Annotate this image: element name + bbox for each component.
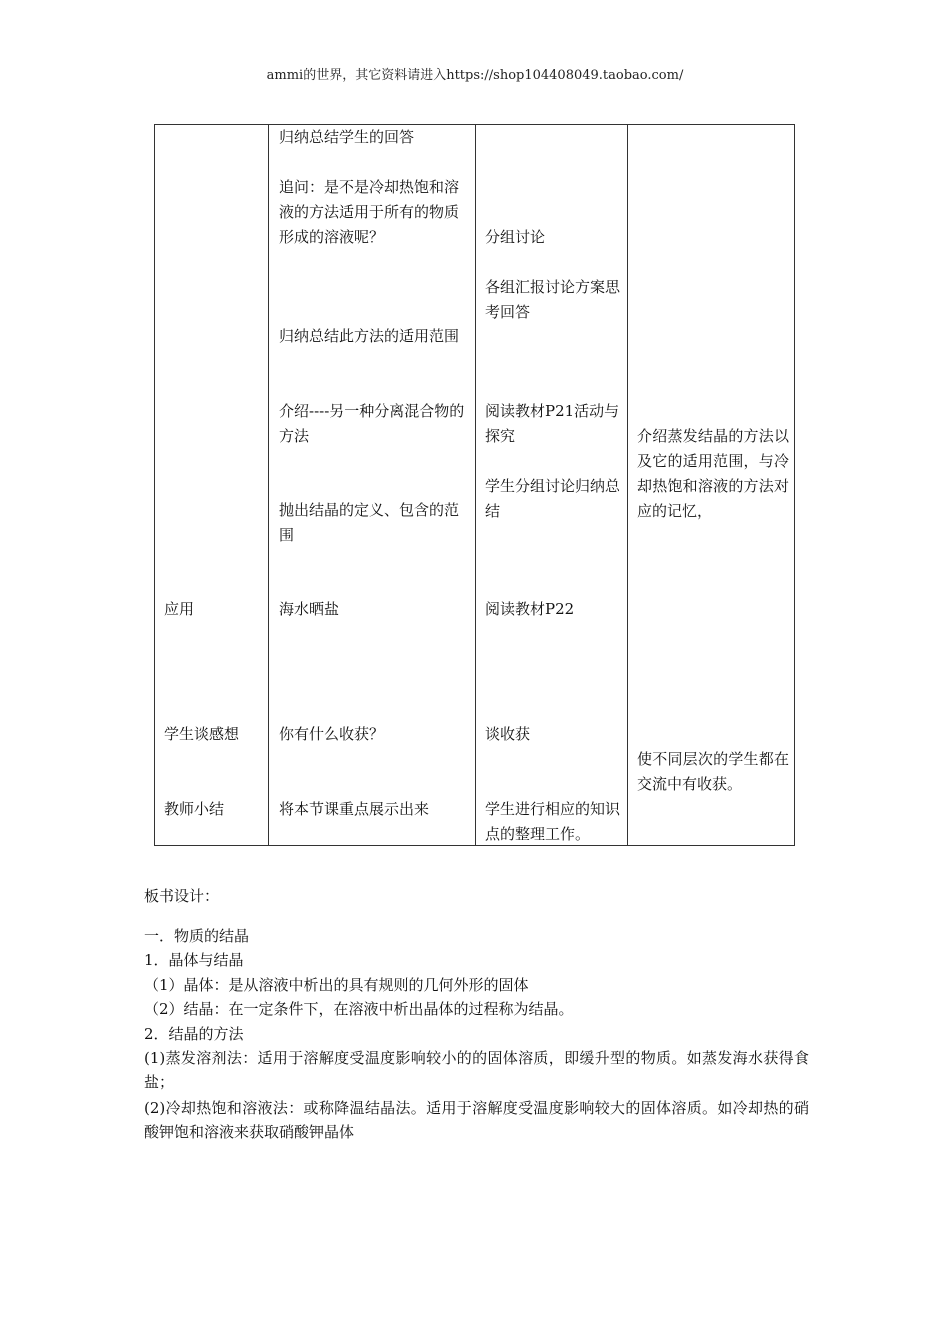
- board-line-5: 2．结晶的方法: [144, 1025, 244, 1043]
- intent-levels: 使不同层次的学生都在交流中有收获。: [637, 750, 789, 793]
- student-group-discuss: 分组讨论: [485, 228, 546, 246]
- board-line-6: (1)蒸发溶剂法：适用于溶解度受温度影响较小的的固体溶质，即缓升型的物质。如蒸发海水获得食盐；: [144, 1049, 809, 1091]
- stage-apply: 应用: [164, 600, 195, 618]
- student-read-p22: 阅读教材P22: [485, 600, 575, 618]
- page-header: ammi的世界，其它资料请进入https://shop104408049.taobao.com/: [266, 68, 684, 83]
- teacher-followup-question: 追问：是不是冷却热饱和溶液的方法适用于所有的物质形成的溶液呢？: [279, 178, 460, 246]
- student-talk-gain: 谈收获: [485, 725, 531, 743]
- board-line-4: （2）结晶：在一定条件下，在溶液中析出晶体的过程称为结晶。: [144, 1000, 574, 1018]
- board-title: 板书设计：: [144, 887, 220, 905]
- stage-summary: 教师小结: [164, 800, 225, 818]
- board-line-7: (2)冷却热饱和溶液法：或称降温结晶法。适用于溶解度受温度影响较大的固体溶质。如冷却热的硝酸钾饱和溶液来获取硝酸钾晶体: [144, 1099, 809, 1141]
- teacher-summarize-answers: 归纳总结学生的回答: [279, 128, 415, 146]
- teacher-crystal-definition: 抛出结晶的定义、包含的范围: [279, 501, 460, 544]
- column-divider: [475, 125, 476, 845]
- column-divider: [627, 125, 628, 845]
- teacher-gain-question: 你有什么收获？: [279, 725, 385, 743]
- stage-feeling: 学生谈感想: [164, 725, 240, 743]
- student-report: 各组汇报讨论方案思考回答: [485, 278, 621, 321]
- column-divider: [268, 125, 269, 845]
- student-read-p21: 阅读教材P21活动与探究: [485, 402, 620, 445]
- student-organize: 学生进行相应的知识点的整理工作。: [485, 800, 621, 843]
- board-line-2: 1．晶体与结晶: [144, 951, 244, 969]
- board-line-1: 一．物质的结晶: [144, 927, 250, 945]
- teacher-key-points: 将本节课重点展示出来: [279, 800, 430, 818]
- teacher-intro: 介绍----另一种分离混合物的方法: [279, 402, 465, 445]
- intent-evaporation: 介绍蒸发结晶的方法以及它的适用范围，与冷却热饱和溶液的方法对应的记忆，: [637, 427, 789, 520]
- lesson-table: [154, 124, 795, 846]
- board-line-3: （1）晶体：是从溶液中析出的具有规则的几何外形的固体: [144, 976, 529, 994]
- student-group-summary: 学生分组讨论归纳总结: [485, 477, 621, 520]
- teacher-sea-salt: 海水晒盐: [279, 600, 340, 618]
- teacher-scope: 归纳总结此方法的适用范围: [279, 327, 460, 345]
